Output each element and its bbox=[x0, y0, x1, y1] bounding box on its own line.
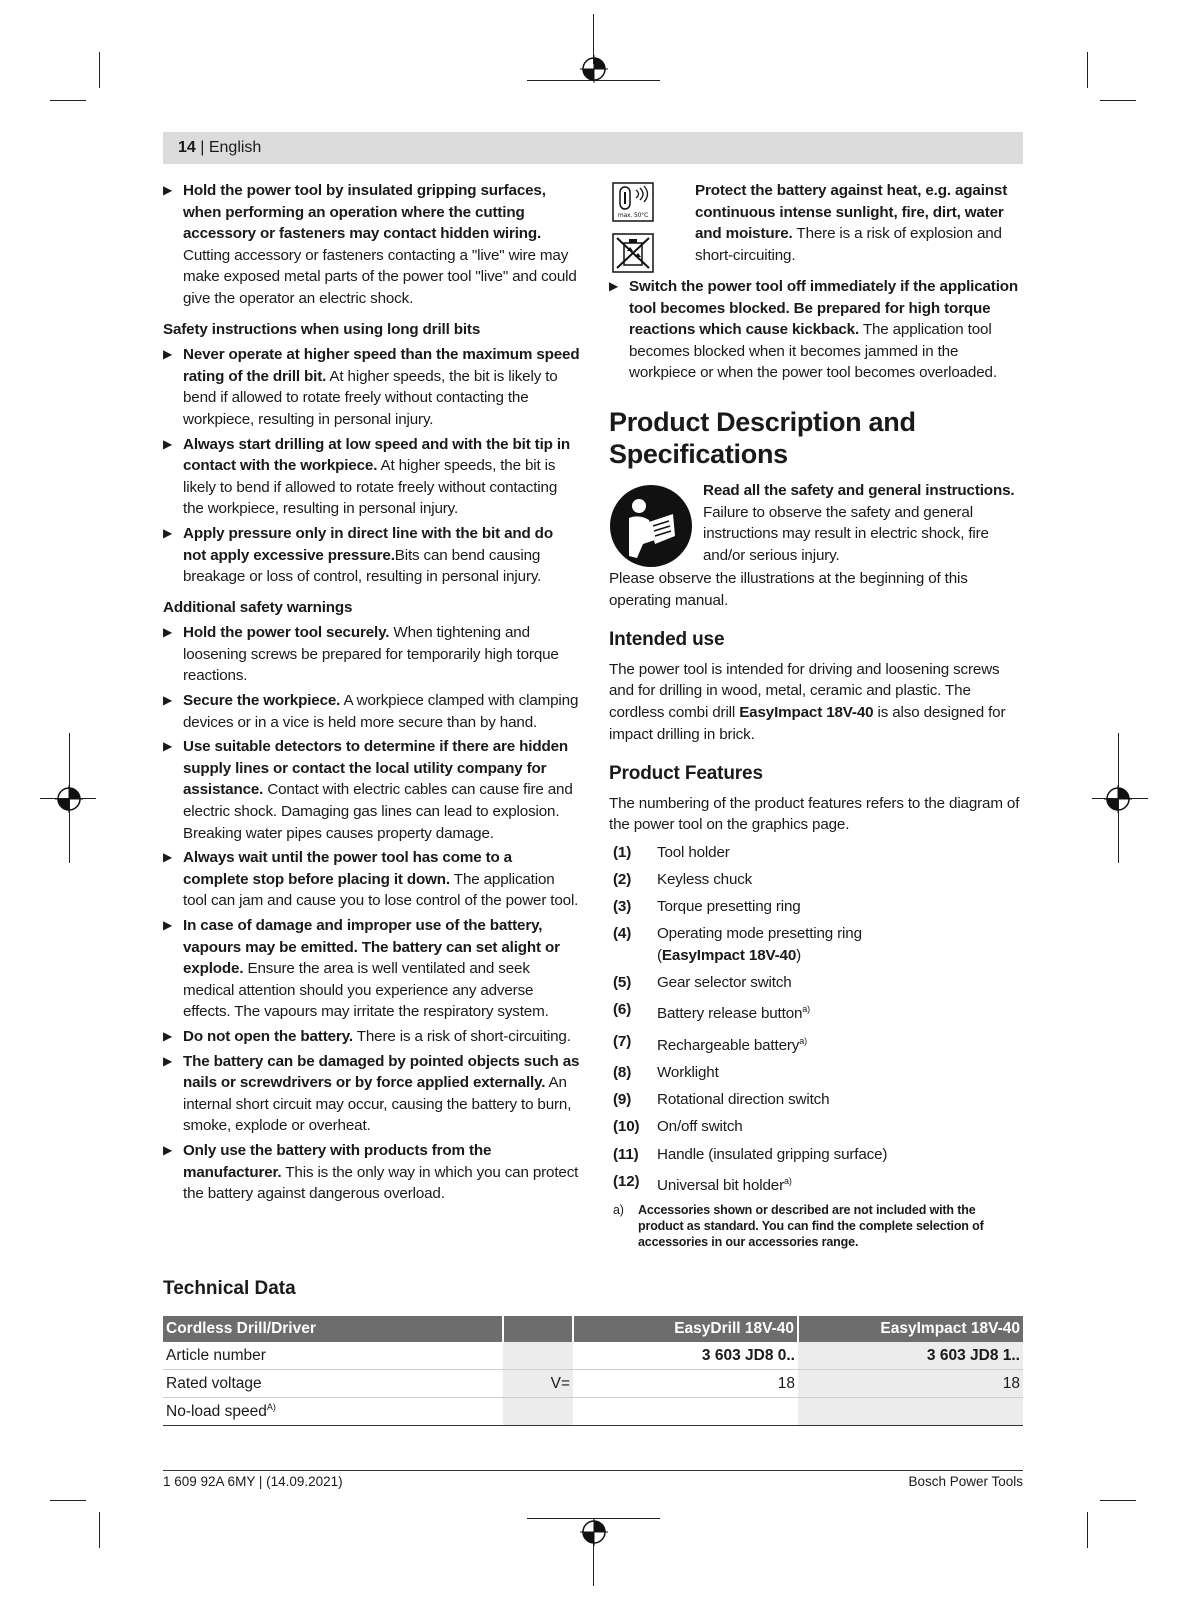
section-title: Product Description and Specifications bbox=[609, 406, 916, 469]
temperature-label: max. 50°C bbox=[617, 212, 649, 219]
crop-mark bbox=[1100, 100, 1136, 101]
registration-target-icon bbox=[580, 55, 608, 83]
right-column bbox=[609, 180, 1023, 1250]
list-item: (9) Rotational direction switch bbox=[613, 1091, 830, 1109]
table-header-cell: Cordless Drill/Driver bbox=[163, 1316, 503, 1342]
header-language: | English bbox=[200, 139, 262, 156]
table-header-cell: EasyImpact 18V-40 bbox=[798, 1316, 1023, 1342]
list-item: (12) Universal bit holder$^{a)}$ bbox=[613, 1172, 792, 1194]
features-list bbox=[609, 842, 1023, 1196]
safety-bullet: ▶ Switch the power tool off immediately if the application tool becomes blocked. Be prepared for high torque reactions which cause kickback. The application tool becomes blocked when it becomes jammed in the workpiece or when the power tool becomes overloaded. bbox=[609, 276, 1023, 384]
crop-mark bbox=[50, 100, 86, 101]
left-column bbox=[163, 180, 580, 1208]
footnote: a) Accessories shown or described are not included with the product as standard. You can find the complete selection of accessories in our accessories range. bbox=[613, 1202, 984, 1249]
list-item: (4) Operating mode presetting ring (EasyImpact 18V-40) bbox=[613, 925, 862, 965]
read-instructions-warning: Read all the safety and general instructions. Failure to observe the safety and general instructions may result in electric shock, fire and/or serious injury. bbox=[609, 480, 1023, 568]
crop-mark bbox=[99, 1512, 100, 1548]
crop-mark bbox=[1087, 52, 1088, 88]
table-header-row bbox=[163, 1316, 1023, 1342]
safety-bullet: ▶ The battery can be damaged by pointed objects such as nails or screwdrivers or by force applied externally. An internal short circuit may occur, causing the battery to burn, smoke, explode or overheat. bbox=[163, 1051, 580, 1137]
read-manual-icon bbox=[609, 484, 693, 568]
temperature-warning-icon bbox=[612, 182, 654, 222]
safety-bullet: ▶ Do not open the battery. There is a risk of short-circuiting. bbox=[163, 1026, 580, 1048]
list-item: (5) Gear selector switch bbox=[613, 974, 792, 992]
list-item: (6) Battery release button$^{a)}$ bbox=[613, 1001, 810, 1023]
safety-bullet: ▶ Hold the power tool securely. When tightening and loosening screws be prepared for temporarily high torque reactions. bbox=[163, 622, 580, 687]
safety-bullet: ▶ Hold the power tool by insulated gripping surfaces, when performing an operation where the cutting accessory or fasteners may contact hidden wiring. Cutting accessory or fasteners contacting a "live" wire may make exposed metal parts of the power tool "live" and could give the operator an electric shock. bbox=[163, 180, 580, 310]
registration-target-icon bbox=[580, 1518, 608, 1546]
no-water-battery-icon bbox=[612, 233, 654, 273]
page-number: 14 bbox=[178, 139, 196, 156]
footer-divider bbox=[163, 1470, 1023, 1471]
registration-target-icon bbox=[55, 785, 83, 813]
heat-warning: max. 50°C Protect the battery against heat, e.g. against continuous intense sunlight, fire, dirt, water and moisture. There is a risk of explosion and short-circuiting. bbox=[609, 180, 1023, 270]
table-header-cell bbox=[503, 1316, 573, 1342]
intended-use-text: The power tool is intended for driving and loosening screws and for drilling in wood, metal, ceramic and plastic. The cordless combi drill EasyImpact 18V-40 is also designed for impact drilling in brick. bbox=[609, 660, 1006, 743]
table-header-cell: EasyDrill 18V-40 bbox=[573, 1316, 798, 1342]
list-item: (2) Keyless chuck bbox=[613, 871, 753, 889]
safety-bullet: ▶ Always start drilling at low speed and with the bit tip in contact with the workpiece. At higher speeds, the bit is likely to bend if allowed to rotate freely without contacting the workpiece, resulting in personal injury. bbox=[163, 434, 580, 520]
list-item: (11) Handle (insulated gripping surface) bbox=[613, 1145, 888, 1163]
safety-bullet: ▶ Use suitable detectors to determine if there are hidden supply lines or contact the local utility company for assistance. Contact with electric cables can cause fire and electric shock. Damaging gas lines can lead to explosion. Breaking water pipes causes property damage. bbox=[163, 736, 580, 844]
list-item: (3) Torque presetting ring bbox=[613, 898, 801, 916]
crop-mark bbox=[99, 52, 100, 88]
footer-doc-number: 1 609 92A 6MY | (14.09.2021) bbox=[163, 1474, 343, 1489]
list-item: (7) Rechargeable battery$^{a)}$ bbox=[613, 1032, 807, 1054]
illustrations-note: Please observe the illustrations at the beginning of this operating manual. bbox=[609, 569, 968, 609]
safety-bullet: ▶ Secure the workpiece. A workpiece clamped with clamping devices or in a vice is held more secure than by hand. bbox=[163, 690, 580, 733]
intended-use-heading: Intended use bbox=[609, 629, 725, 651]
technical-data-table bbox=[163, 1316, 1023, 1426]
safety-bullet: ▶ Always wait until the power tool has come to a complete stop before placing it down. The application tool can jam and cause you to lose control of the power tool. bbox=[163, 847, 580, 912]
crop-mark bbox=[1087, 1512, 1088, 1548]
safety-bullet: ▶ Apply pressure only in direct line with the bit and do not apply excessive pressure.Bits can bend causing breakage or loss of control, resulting in personal injury. bbox=[163, 523, 580, 588]
list-item: (8) Worklight bbox=[613, 1063, 719, 1081]
registration-target-icon bbox=[1104, 785, 1132, 813]
footer-brand: Bosch Power Tools bbox=[908, 1474, 1023, 1489]
list-item: (10) On/off switch bbox=[613, 1118, 743, 1136]
technical-data-heading: Technical Data bbox=[163, 1278, 296, 1299]
safety-bullet: ▶ In case of damage and improper use of the battery, vapours may be emitted. The battery can set alight or explode. Ensure the area is well ventilated and seek medical attention should you experience any adverse effects. The vapours may irritate the respiratory system. bbox=[163, 915, 580, 1023]
section-heading: Safety instructions when using long drill bits bbox=[163, 320, 481, 338]
crop-mark bbox=[1100, 1500, 1136, 1501]
table-row: Article number 3 603 JD8 0.. 3 603 JD8 1.. bbox=[163, 1342, 1023, 1370]
table-row: No-load speed$^{A)}$ bbox=[163, 1398, 1023, 1426]
features-intro: The numbering of the product features refers to the diagram of the power tool on the graphics page. bbox=[609, 794, 1020, 834]
list-item: (1) Tool holder bbox=[613, 843, 730, 861]
crop-mark bbox=[50, 1500, 86, 1501]
product-features-heading: Product Features bbox=[609, 763, 763, 785]
safety-bullet: ▶ Only use the battery with products from the manufacturer. This is the only way in which you can protect the battery against dangerous overload. bbox=[163, 1140, 580, 1205]
page-header bbox=[163, 132, 1023, 164]
section-heading: Additional safety warnings bbox=[163, 598, 353, 616]
safety-bullet: ▶ Never operate at higher speed than the maximum speed rating of the drill bit. At higher speeds, the bit is likely to bend if allowed to rotate freely without contacting the workpiece, resulting in personal injury. bbox=[163, 344, 580, 430]
table-row: Rated voltage V= 18 18 bbox=[163, 1370, 1023, 1398]
